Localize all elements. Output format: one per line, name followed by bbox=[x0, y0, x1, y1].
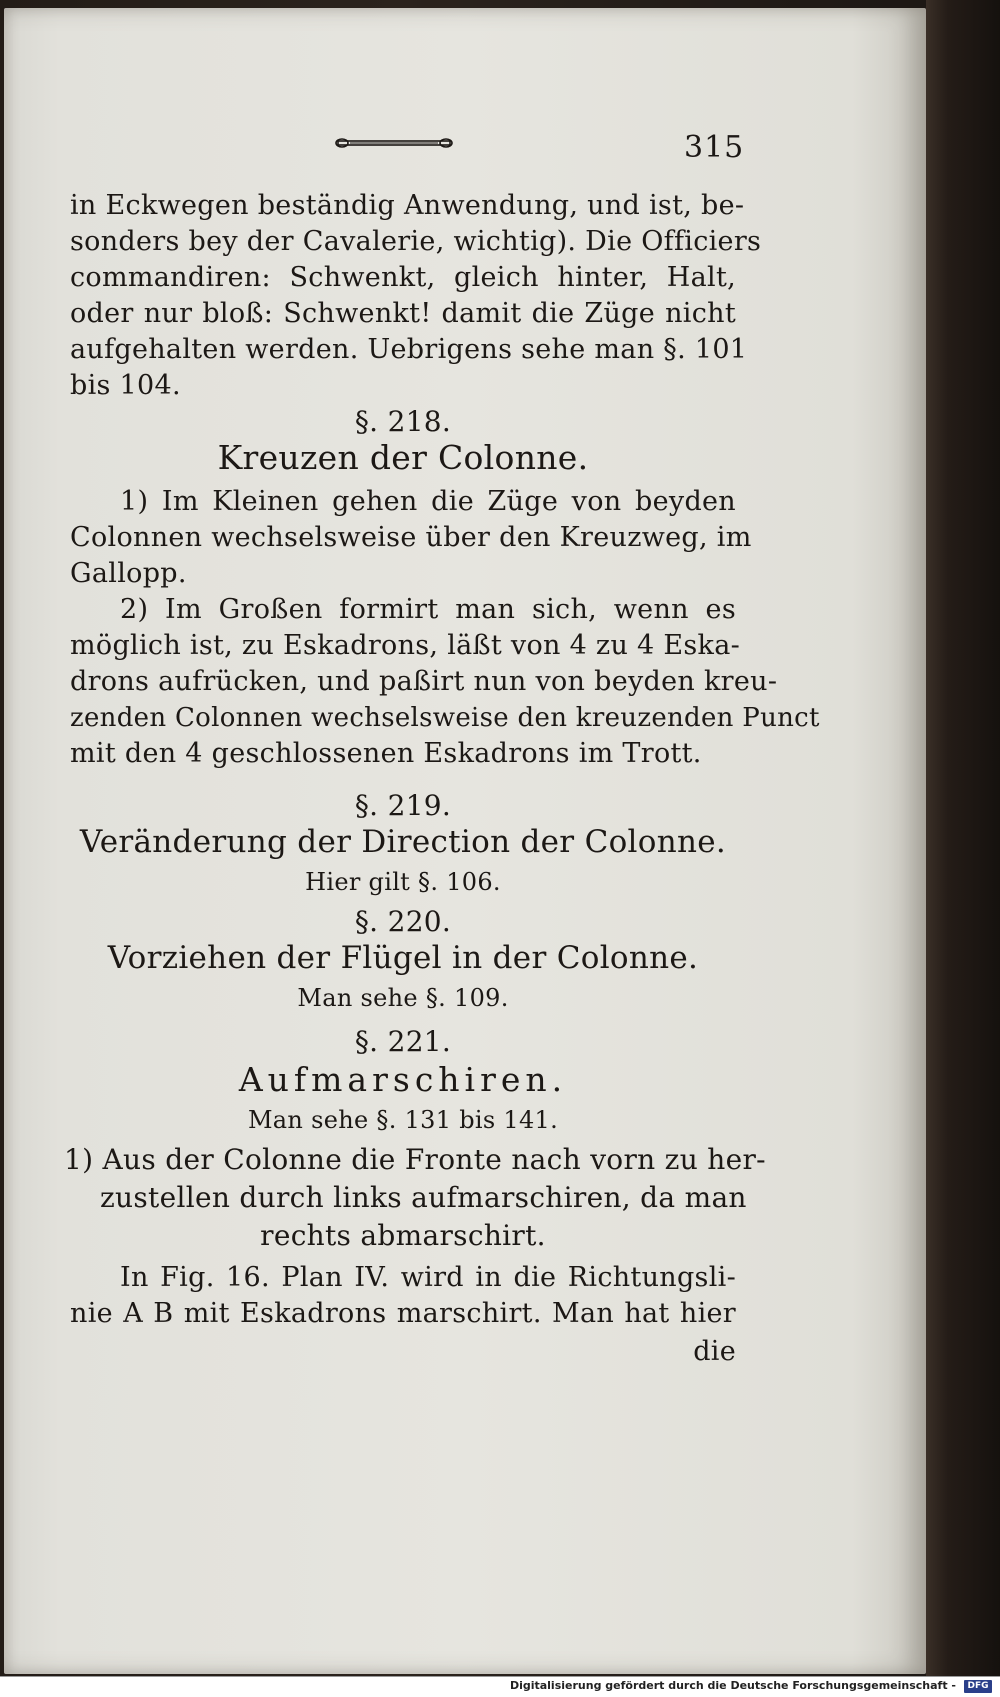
subheading-line: zustellen durch links aufmarschiren, da man bbox=[100, 1181, 747, 1214]
dfg-logo: DFG bbox=[964, 1680, 992, 1693]
section-number: §. 218. bbox=[354, 405, 452, 438]
text-line: oder nur bloß: Schwenkt! damit die Züge nicht bbox=[70, 298, 736, 329]
section-title: Veränderung der Direction der Colonne. bbox=[79, 824, 727, 860]
subheading-line: 1) Aus der Colonne die Fronte nach vorn zu her- bbox=[64, 1143, 766, 1176]
text-line: nie A B mit Eskadrons marschirt. Man hat hier bbox=[70, 1298, 736, 1329]
book-edge bbox=[926, 0, 1000, 1696]
section-number: §. 220. bbox=[354, 905, 452, 938]
text-line: 2) Im Großen formirt man sich, wenn es bbox=[120, 594, 736, 625]
section-reference: Man sehe §. 131 bis 141. bbox=[247, 1106, 559, 1134]
footer-credit: Digitalisierung gefördert durch die Deutsche Forschungsgemeinschaft - bbox=[509, 1679, 956, 1692]
text-line: 1) Im Kleinen gehen die Züge von beyden bbox=[120, 486, 736, 517]
text-line: möglich ist, zu Eskadrons, läßt von 4 zu 4 Eska- bbox=[70, 630, 741, 661]
catchword: die bbox=[693, 1336, 736, 1367]
header-ornament bbox=[334, 136, 454, 150]
text-line: In Fig. 16. Plan IV. wird in die Richtungsli- bbox=[120, 1262, 736, 1293]
text-line: Colonnen wechselsweise über den Kreuzweg, im bbox=[70, 522, 752, 553]
text-line: drons aufrücken, und paßirt nun von beyden kreu- bbox=[70, 666, 778, 697]
text-line: aufgehalten werden. Uebrigens sehe man §. 101 bbox=[70, 334, 748, 365]
section-title: Vorziehen der Flügel in der Colonne. bbox=[107, 940, 699, 976]
text-line: zenden Colonnen wechselsweise den kreuzenden Punct bbox=[70, 703, 820, 733]
book-page bbox=[4, 8, 926, 1674]
section-title: Kreuzen der Colonne. bbox=[217, 438, 589, 477]
text-line: Gallopp. bbox=[70, 558, 187, 589]
section-title: Aufmarschiren. bbox=[238, 1060, 568, 1099]
subheading-line: rechts abmarschirt. bbox=[260, 1219, 546, 1252]
text-line: commandiren: Schwenkt, gleich hinter, Halt, bbox=[70, 262, 736, 293]
text-line: bis 104. bbox=[70, 370, 181, 401]
section-number: §. 221. bbox=[354, 1025, 452, 1058]
text-line: in Eckwegen beständig Anwendung, und ist, be- bbox=[70, 190, 745, 221]
text-line: sonders bey der Cavalerie, wichtig). Die Officiers bbox=[70, 226, 762, 257]
footer-bar bbox=[0, 1676, 1000, 1697]
section-reference: Hier gilt §. 106. bbox=[305, 868, 501, 896]
text-line: mit den 4 geschlossenen Eskadrons im Trott. bbox=[70, 738, 702, 769]
section-reference: Man sehe §. 109. bbox=[297, 984, 509, 1012]
page-number: 315 bbox=[684, 130, 745, 165]
section-number: §. 219. bbox=[354, 789, 452, 822]
